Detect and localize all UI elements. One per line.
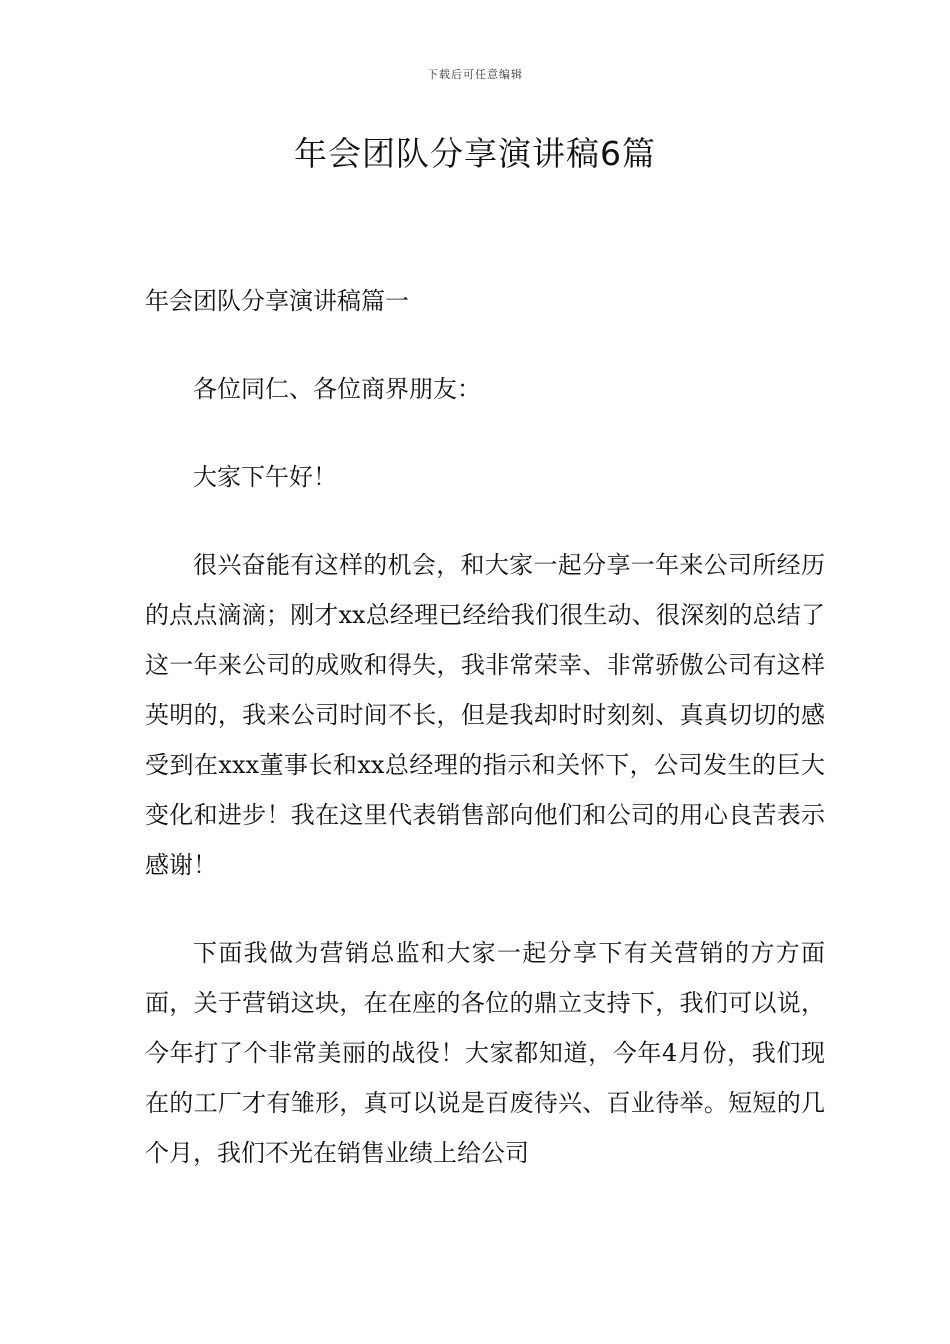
document-title: 年会团队分享演讲稿6篇 — [294, 134, 656, 173]
paragraph-body-2: 下面我做为营销总监和大家一起分享下有关营销的方方面面，关于营销这块，在在座的各位的鼎立支持下，我们可以说，今年打了个非常美丽的战役！大家都知道，今年4月份，我们现在的工厂才有雏形，真可以说是百废待兴、百业待举。短短的几个月，我们不光在销售业绩上给公司 — [145, 939, 825, 1167]
section-heading: 年会团队分享演讲稿篇一 — [145, 287, 409, 315]
page-header-note: 下载后可任意编辑 — [427, 68, 523, 81]
paragraph-greeting: 大家下午好！ — [193, 463, 337, 491]
paragraph-salutation: 各位同仁、各位商界朋友： — [193, 375, 481, 403]
document-body — [145, 276, 825, 1216]
paragraph-body-1: 很兴奋能有这样的机会，和大家一起分享一年来公司所经历的点点滴滴；刚才xx总经理已经给我们很生动、很深刻的总结了这一年来公司的成败和得失，我非常荣幸、非常骄傲公司有这样英明的，我来公司时间不长，但是我却时时刻刻、真真切切的感受到在xxx董事长和xx总经理的指示和关怀下，公司发生的巨大变化和进步！我在这里代表销售部向他们和公司的用心良苦表示感谢！ — [145, 551, 825, 879]
